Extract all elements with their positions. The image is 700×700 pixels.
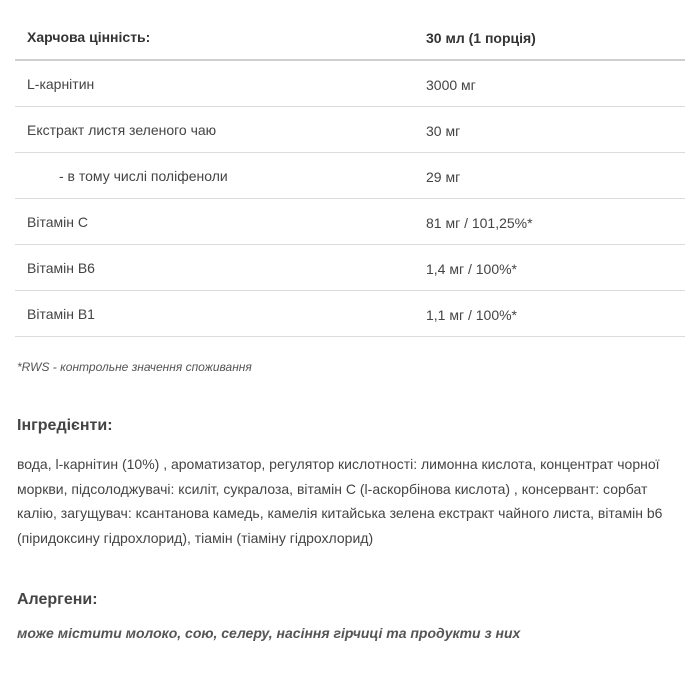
row-value: 81 мг / 101,25%*	[426, 214, 533, 231]
row-label: Екстракт листя зеленого чаю	[27, 121, 217, 138]
table-row	[15, 245, 685, 291]
row-value: 30 мг	[426, 122, 461, 139]
nutrition-table	[15, 15, 685, 337]
header-value: 30 мл (1 порція)	[426, 30, 536, 46]
ingredients-title: Інгредієнти:	[17, 417, 113, 434]
table-row	[15, 107, 685, 153]
row-label: L-карнітин	[27, 75, 95, 92]
header-label: Харчова цінність:	[27, 29, 151, 45]
nutrition-table-header	[15, 15, 685, 61]
table-row	[15, 153, 685, 199]
allergens-text: може містити молоко, сою, селеру, насіння гірчиці та продукти з них	[17, 625, 521, 641]
allergens-title: Алергени:	[17, 591, 98, 608]
row-label: Вітамін В6	[27, 259, 95, 276]
row-value: 1,1 мг / 100%*	[426, 306, 518, 323]
row-value: 3000 мг	[426, 76, 476, 93]
row-value: 1,4 мг / 100%*	[426, 260, 518, 277]
table-row	[15, 199, 685, 245]
rws-footnote: *RWS - контрольне значення споживання	[17, 360, 252, 374]
row-label-indented: - в тому числі поліфеноли	[59, 167, 228, 184]
row-label: Вітамін С	[27, 213, 88, 230]
table-row	[15, 291, 685, 337]
row-label: Вітамін В1	[27, 305, 95, 322]
row-value: 29 мг	[426, 168, 461, 185]
table-row	[15, 61, 685, 107]
ingredients-text: вода, l-карнітин (10%) , ароматизатор, регулятор кислотності: лимонна кислота, концентрат чорної моркви, підсолоджувачі: ксиліт, сукралоза, вітамін C (l-аскорбінова кислота) , консервант: сорбат калію, загущувач: ксантанова камедь, камелія китайська зелена екстракт чайного листа, вітамін b6 (піридоксину гідрохлорид), тіамін (тіаміну гідрохлорид)	[17, 456, 663, 546]
